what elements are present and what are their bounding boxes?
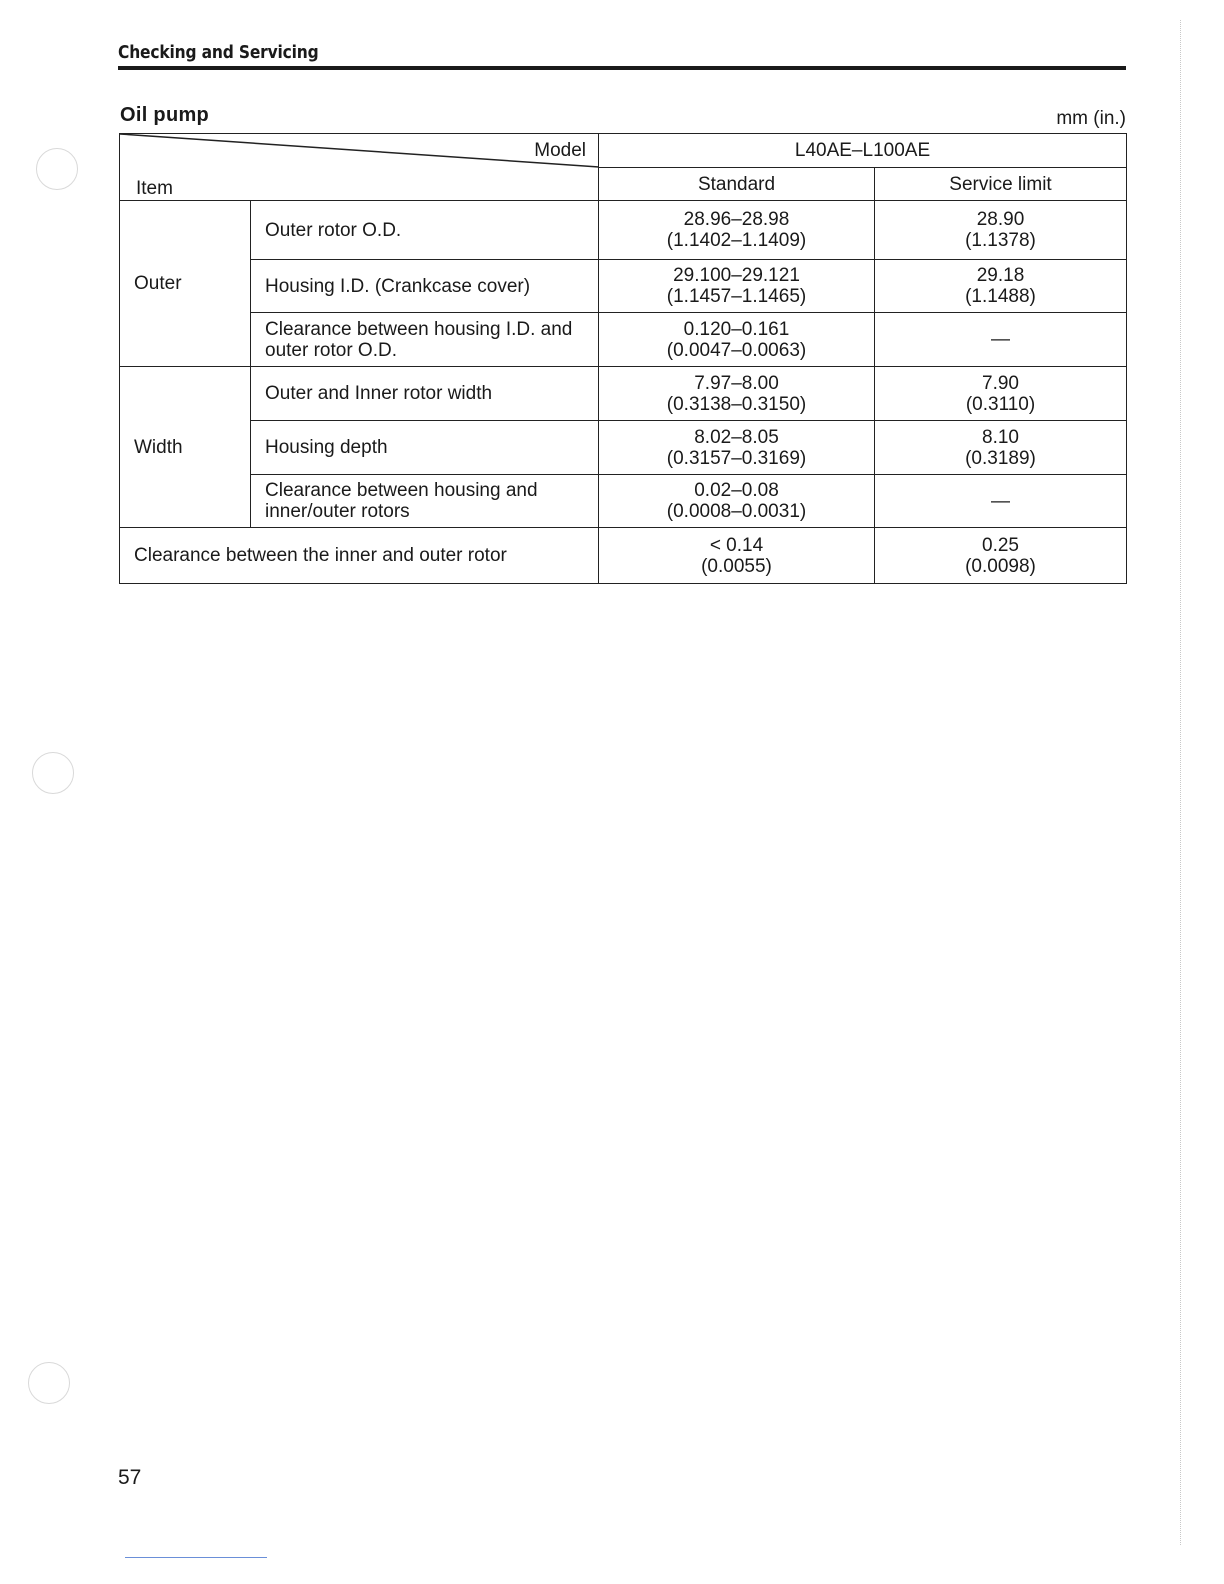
table-row — [120, 475, 1127, 528]
standard-mm: 7.97–8.00 — [694, 372, 779, 394]
standard-cell — [599, 421, 875, 475]
standard-cell — [599, 260, 875, 313]
standard-cell — [599, 201, 875, 260]
standard-mm: 0.02–0.08 — [694, 480, 779, 501]
standard-mm: 29.100–29.121 — [673, 265, 800, 286]
diagonal-divider — [120, 134, 599, 200]
limit-in: (0.3110) — [965, 393, 1036, 415]
standard-in: (0.0047–0.0063) — [666, 339, 807, 361]
punch-hole-middle — [32, 752, 74, 794]
table-row — [120, 421, 1127, 475]
table-corner-cell — [120, 134, 599, 201]
standard-mm: < 0.14 — [709, 534, 764, 556]
item-cell: Housing I.D. (Crankcase cover) — [251, 260, 599, 313]
item-label: Item — [136, 178, 173, 199]
group-label-outer: Outer — [120, 201, 251, 367]
header-rule — [118, 66, 1126, 70]
standard-mm: 0.120–0.161 — [683, 318, 790, 340]
page-title: Oil pump — [120, 104, 210, 126]
limit-cell — [875, 421, 1127, 475]
standard-cell — [599, 528, 875, 584]
item-cell: Outer rotor O.D. — [251, 201, 599, 260]
table-row — [120, 528, 1127, 584]
standard-in: (1.1457–1.1465) — [666, 286, 807, 307]
model-value: L40AE–L100AE — [599, 134, 1127, 168]
spec-table — [119, 133, 1127, 584]
item-cell: Clearance between housing I.D. and outer rotor O.D. — [251, 313, 599, 367]
standard-cell — [599, 313, 875, 367]
item-cell: Clearance between housing and inner/outer rotors — [251, 475, 599, 528]
table-row — [120, 367, 1127, 421]
limit-cell: — — [875, 313, 1127, 367]
standard-in: (0.3138–0.3150) — [666, 393, 807, 415]
scan-margin-line — [1180, 20, 1181, 1545]
limit-mm: 0.25 — [982, 534, 1019, 556]
limit-mm: 29.18 — [976, 265, 1025, 286]
limit-in: (1.1378) — [965, 230, 1036, 251]
table-row — [120, 201, 1127, 260]
item-cell: Outer and Inner rotor width — [251, 367, 599, 421]
item-cell: Clearance between the inner and outer rotor — [120, 528, 599, 584]
standard-mm: 8.02–8.05 — [694, 426, 779, 448]
limit-in: (0.3189) — [965, 447, 1036, 469]
limit-cell: — — [875, 475, 1127, 528]
limit-cell — [875, 201, 1127, 260]
limit-mm: 7.90 — [982, 372, 1019, 394]
standard-mm: 28.96–28.98 — [683, 209, 790, 230]
standard-in: (1.1402–1.1409) — [666, 230, 807, 251]
column-header-service-limit: Service limit — [875, 168, 1127, 201]
standard-cell — [599, 475, 875, 528]
bottom-link-underline — [125, 1557, 267, 1558]
units-label: mm (in.) — [1056, 108, 1126, 129]
section-header: Checking and Servicing — [118, 42, 319, 63]
limit-cell — [875, 367, 1127, 421]
limit-in: (0.0098) — [965, 555, 1036, 577]
item-cell: Housing depth — [251, 421, 599, 475]
limit-cell — [875, 528, 1127, 584]
standard-in: (0.0055) — [701, 555, 772, 577]
punch-hole-bottom — [28, 1362, 70, 1404]
page-number: 57 — [118, 1466, 142, 1489]
limit-in: (1.1488) — [965, 286, 1036, 307]
model-label: Model — [534, 140, 586, 161]
punch-hole-top — [36, 148, 78, 190]
standard-cell — [599, 367, 875, 421]
group-label-width: Width — [120, 367, 251, 528]
limit-cell — [875, 260, 1127, 313]
column-header-standard: Standard — [599, 168, 875, 201]
standard-in: (0.0008–0.0031) — [666, 501, 807, 522]
limit-mm: 8.10 — [982, 426, 1019, 448]
limit-mm: 28.90 — [976, 209, 1025, 230]
table-row — [120, 260, 1127, 313]
table-row — [120, 313, 1127, 367]
standard-in: (0.3157–0.3169) — [666, 447, 807, 469]
